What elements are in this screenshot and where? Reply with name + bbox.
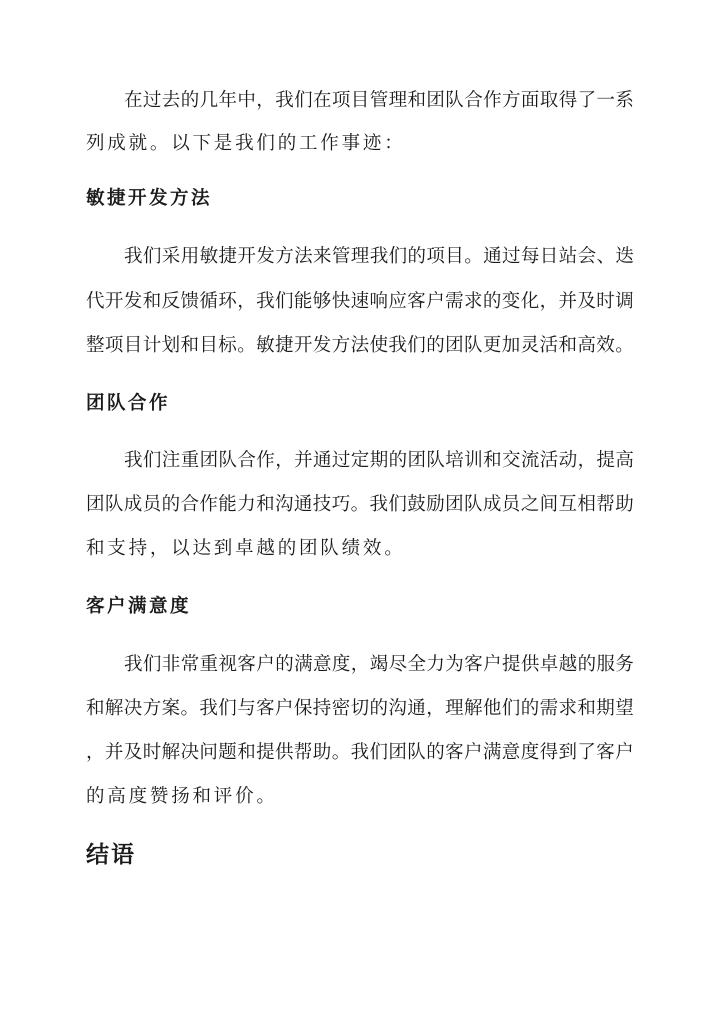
intro-line-2: 列成就。以下是我们的工作事迹： [86, 133, 406, 154]
customer-line-4: 的高度赞扬和评价。 [86, 786, 278, 807]
customer-line-2: 和解决方案。我们与客户保持密切的沟通，理解他们的需求和期望 [86, 698, 635, 719]
agile-line-2: 代开发和反馈循环，我们能够快速响应客户需求的变化，并及时调 [86, 291, 635, 312]
section-heading-teamwork: 团队合作 [86, 393, 171, 414]
teamwork-line-1: 我们注重团队合作，并通过定期的团队培训和交流活动，提高 [124, 450, 635, 471]
customer-line-1: 我们非常重视客户的满意度，竭尽全力为客户提供卓越的服务 [124, 654, 635, 675]
teamwork-line-3: 和支持，以达到卓越的团队绩效。 [86, 538, 406, 559]
section-heading-customer-satisfaction: 客户满意度 [86, 596, 192, 617]
section-heading-agile: 敏捷开发方法 [86, 188, 213, 209]
conclusion-heading: 结语 [86, 841, 136, 868]
intro-line-1: 在过去的几年中，我们在项目管理和团队合作方面取得了一系 [124, 90, 635, 111]
agile-line-1: 我们采用敏捷开发方法来管理我们的项目。通过每日站会、迭 [124, 246, 635, 267]
agile-line-3: 整项目计划和目标。敏捷开发方法使我们的团队更加灵活和高效。 [86, 335, 635, 356]
customer-line-3: ，并及时解决问题和提供帮助。我们团队的客户满意度得到了客户 [86, 742, 635, 763]
teamwork-line-2: 团队成员的合作能力和沟通技巧。我们鼓励团队成员之间互相帮助 [86, 494, 635, 515]
